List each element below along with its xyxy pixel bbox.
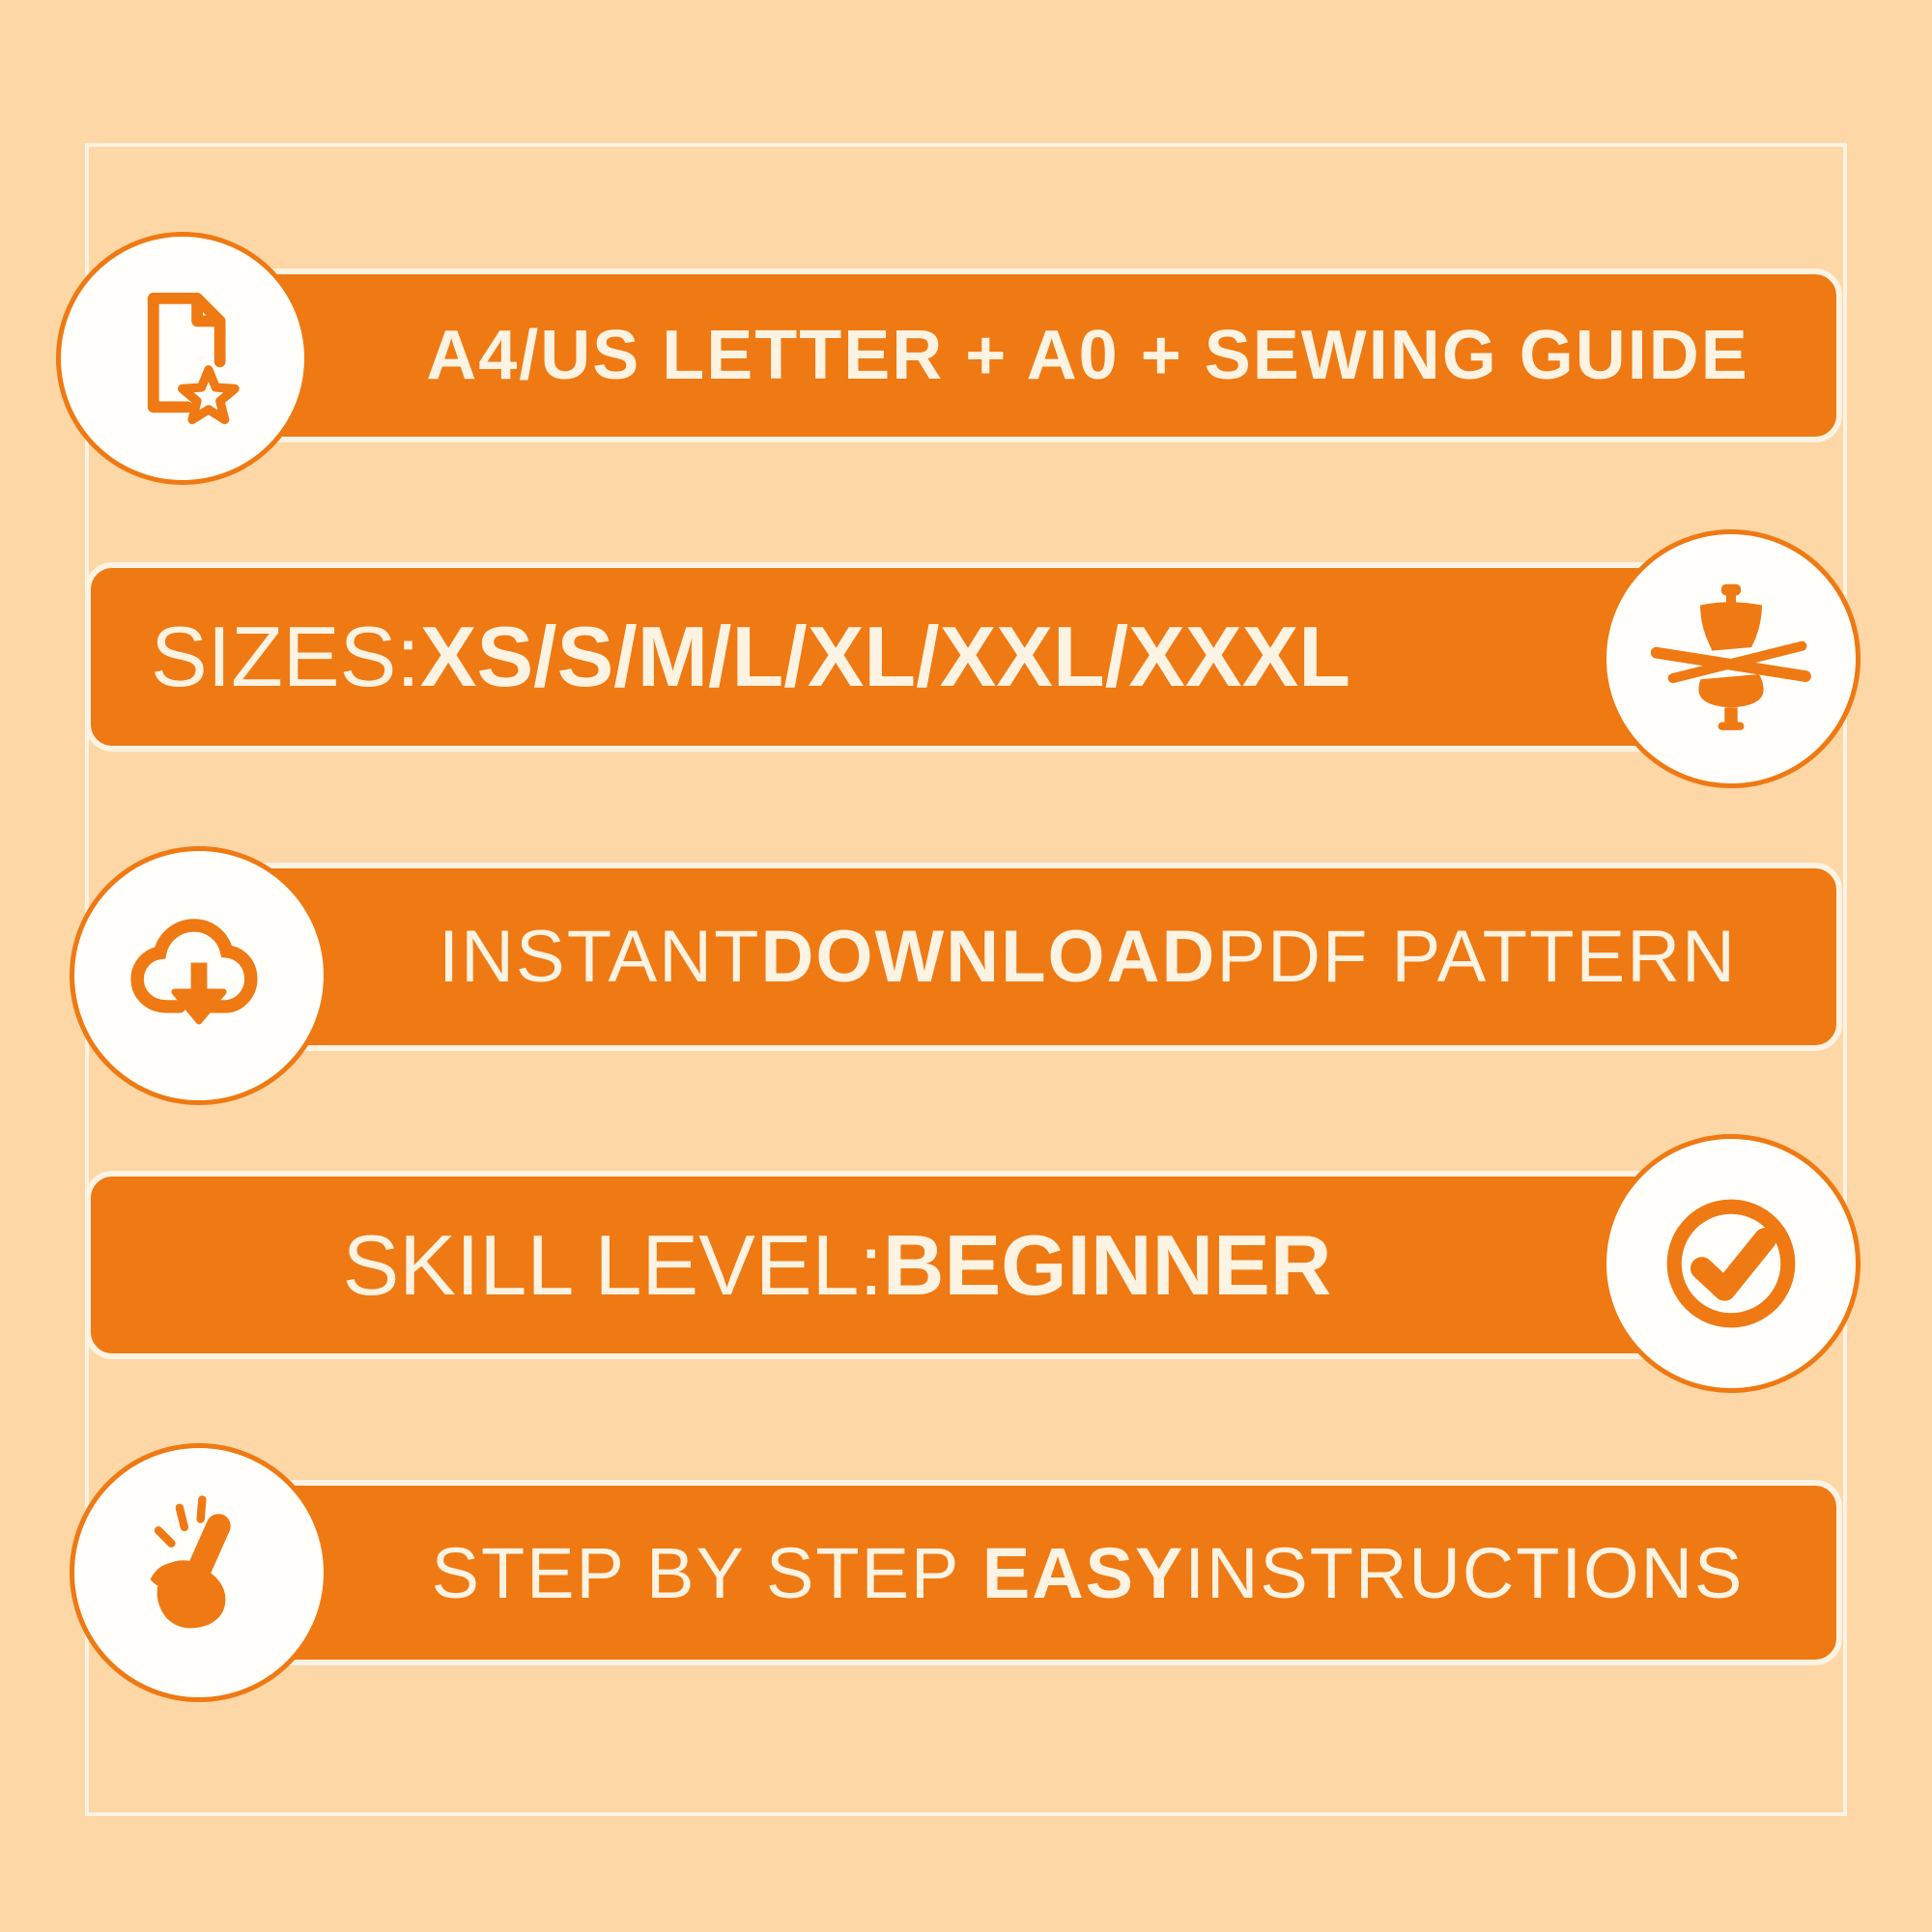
banner-skill-level: [85, 1171, 1681, 1359]
checkmark-circle-icon: [1602, 1134, 1861, 1393]
banner-text-bold: BEGINNER: [882, 1216, 1332, 1313]
banner-text-pre: SIZES:: [151, 609, 420, 704]
banner-sizes: [85, 562, 1681, 752]
cloud-download-icon: [118, 895, 280, 1057]
snap-fingers-icon: [118, 1492, 280, 1654]
banner-text-pre: SKILL LEVEL:: [342, 1216, 883, 1313]
snap-fingers-icon: [70, 1443, 328, 1702]
banner-text-post: INSTRUCTIONS: [1184, 1532, 1745, 1613]
banner-text-pre: INSTANT: [439, 916, 761, 998]
banner-instructions: [145, 1480, 1842, 1665]
banner-instant-download: [145, 863, 1842, 1051]
banner-paper-formats: [145, 269, 1842, 442]
banner-text-bold: XS/S/M/L/XL/XXL/XXXL: [419, 609, 1351, 704]
cloud-download-icon: [70, 846, 328, 1105]
banner-text-bold: DOWNLOAD: [760, 916, 1217, 998]
banner-text-bold: A4/US LETTER + A0 + SEWING GUIDE: [426, 317, 1749, 394]
checkmark-circle-icon: [1650, 1182, 1812, 1345]
starred-document-icon: [101, 277, 264, 440]
dress-form-measuring-tape-icon: [1602, 529, 1861, 788]
starred-document-icon: [56, 232, 309, 485]
dress-form-measuring-tape-icon: [1650, 578, 1812, 740]
banner-text-bold: EASY: [981, 1532, 1185, 1613]
banner-text-post: PDF PATTERN: [1216, 916, 1737, 998]
banner-text-pre: STEP BY STEP: [431, 1532, 982, 1613]
